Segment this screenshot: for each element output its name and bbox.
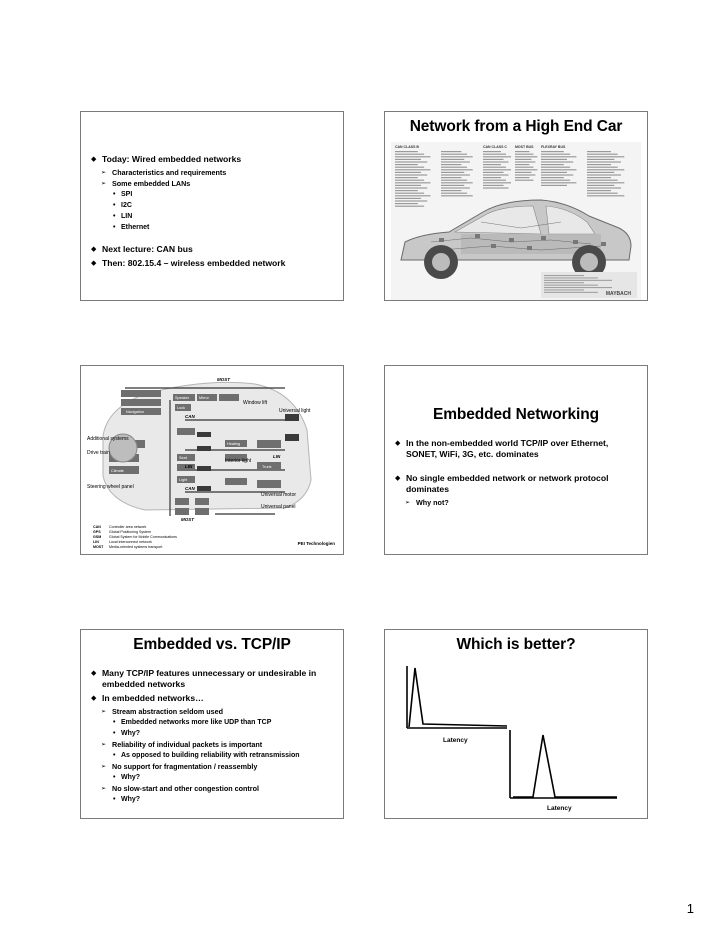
legend-text-line [395,195,430,196]
label-navigation: Navigation [126,410,144,414]
legend-text-line [395,187,427,188]
legend-abbr: GPS [93,530,101,534]
legend-text-line [441,161,470,162]
slide-5-title: Embedded vs. TCP/IP [133,636,291,653]
legend-text-line [441,174,470,175]
slide-5 [80,629,344,819]
legend-text: Global System for Mobile Communications [109,535,177,539]
legend-abbr: MOST [93,545,104,549]
legend-text-line [395,154,424,155]
legend-text-line [483,177,501,178]
legend-text-line [483,154,506,155]
label-seat: Seat [179,456,187,460]
legend-text-line [483,169,511,170]
bullet-item: • Embedded networks more like UDP than TCP [91,718,335,728]
legend-text-line [541,180,570,181]
legend-text-line [395,164,418,165]
legend-text-line [515,177,529,178]
legend-text-line [587,169,624,170]
legend-text-line [441,164,461,165]
legend-text-line [395,169,430,170]
bullet-item: • LIN [91,212,335,222]
bullet-item: ➢ Stream abstraction seldom used [91,707,335,717]
latency-graph-1 [407,666,507,728]
legend-text-line [515,174,535,175]
brand-logo: MAYBACH [605,291,631,297]
legend-text-line [395,180,424,181]
label-can-2: CAN [185,486,195,491]
graph-2-xlabel: Latency [547,805,572,812]
vehicle-bus-diagram [85,370,341,552]
bullet-item: ◆ In the non-embedded world TCP/IP over Ethernet, SONET, WiFi, 3G, etc. dominates [395,438,639,460]
bullet-item: • As opposed to building reliability with retransmission [91,751,335,761]
legend-text-line [441,167,467,168]
info-text-line [544,292,598,293]
slide-4-title: Embedded Networking [432,406,600,423]
label-most-bottom: MOST [181,517,194,522]
bullet-item: ◆ Many TCP/IP features unnecessary or undesirable in embedded networks [91,668,335,690]
bullet-item: ◆ Today: Wired embedded networks [91,154,335,165]
column-head-flexray: FLEXRAY BUS [541,145,566,149]
legend-text-line [587,164,611,165]
legend-text-line [483,185,504,186]
legend-text-line [541,182,576,183]
legend-text-line [541,174,573,175]
info-text-line [544,285,598,286]
legend-text-line [395,159,421,160]
legend-text-line [395,151,418,152]
legend-text-line [395,190,418,191]
legend-text-line [441,159,464,160]
info-text-line [544,282,584,283]
legend-text-line [541,167,570,168]
page-number: 1 [686,901,694,916]
slide-2-title: Network from a High End Car [409,118,623,135]
legend-text-line [541,156,576,157]
slide-4-bullets [395,438,639,509]
bullet-item: ➢ Why not? [395,498,639,508]
latency-curve-2 [513,735,617,797]
bullet-gap [91,234,335,244]
legend-text-line [541,169,576,170]
legend-text-line [515,156,537,157]
legend-text-line [483,161,509,162]
legend-text-line [515,154,533,155]
bullet-item: ➢ No support for fragmentation / reassembly [91,762,335,772]
legend-text-line [395,200,427,201]
car-network-image [391,142,641,300]
info-text-line [544,275,584,276]
legend-text-line [515,167,533,168]
credit-text: PEI Technologien [297,541,335,546]
legend-text-line [441,156,473,157]
slide-6 [384,629,648,819]
label-universal-panel: Universal panel [261,504,296,510]
legend-text-line [587,195,624,196]
label-trunk: Trunk [262,465,272,469]
bullet-item: ◆ Next lecture: CAN bus [91,244,335,255]
legend-text: Controller area network [109,525,147,529]
legend-abbr: LIN [93,540,99,544]
label-drive-train: Drive train [87,450,110,456]
slide-5-bullets [91,668,335,806]
legend-text-line [587,156,624,157]
legend-text-line [395,174,427,175]
label-lock-top: Lock [177,406,186,410]
legend-text-line [587,161,621,162]
label-additional-systems: Additional systems [87,436,129,442]
legend-text-line [441,172,464,173]
legend-text: Media-oriented systems transport [109,545,163,549]
slide-3 [80,365,344,555]
bullet-item: ◆ In embedded networks… [91,693,335,704]
label-interior-light: Interior light [225,458,252,464]
bullet-item: • Why? [91,795,335,805]
label-universal-light: Universal light [279,408,311,414]
legend-text-line [395,167,424,168]
label-can-1: CAN [185,414,195,419]
legend-text-line [483,180,506,181]
label-speaker-top: Speaker [175,396,190,400]
legend-text-line [395,177,418,178]
legend-text-line [395,161,427,162]
legend-text-line [541,151,564,152]
legend-text-line [441,154,467,155]
legend-text-line [587,177,611,178]
legend-text-line [515,172,531,173]
legend-text-line [587,167,618,168]
bullet-item: ➢ No slow-start and other congestion control [91,784,335,794]
legend-text-line [587,174,621,175]
slide-1-bullets [91,154,335,272]
legend-text-line [515,164,529,165]
column-head-can-c: CAN CLASS C [483,145,507,149]
graph-1-xlabel: Latency [443,737,468,744]
legend-text-line [395,193,424,194]
legend-text-line [441,187,470,188]
legend-text-line [441,185,464,186]
legend-text-line [587,154,618,155]
bullet-item: • SPI [91,190,335,200]
legend-abbr: GSM [93,535,102,539]
label-heating: Heating [227,442,241,446]
legend-text-line [541,185,567,186]
legend-text-line [395,172,421,173]
legend-text-line [441,195,473,196]
slide-2 [384,111,648,301]
legend-text: Local interconnect network [109,540,152,544]
info-text-line [544,277,598,278]
legend-text-line [483,159,504,160]
label-universal-motor: Universal motor [261,492,297,498]
label-window-lift: Window lift [243,400,268,406]
info-text-line [544,287,612,288]
label-lin-2: LIN [185,464,193,469]
bullet-gap [395,463,639,473]
latency-graph-2 [510,730,617,798]
legend-text-line [483,187,509,188]
legend-text-line [441,190,461,191]
info-text-line [544,280,612,281]
bullet-item: ◆ Then: 802.15.4 – wireless embedded network [91,258,335,269]
bullet-item: • Why? [91,773,335,783]
label-lin-1: LIN [273,454,281,459]
legend-abbr: CAN [93,525,101,529]
label-climate: Climate [111,469,124,473]
slide-4 [384,365,648,555]
bullet-item: • Ethernet [91,223,335,233]
legend-text-line [541,177,564,178]
legend-text-line [483,164,501,165]
legend-text-line [515,169,537,170]
legend-text-line [395,206,424,207]
legend-text-line [483,172,504,173]
legend-text-line [541,164,564,165]
bullet-item: • Why? [91,729,335,739]
legend-text-line [395,198,421,199]
slide-6-title: Which is better? [456,636,576,653]
legend-text-line [483,182,511,183]
bullet-item: ➢ Reliability of individual packets is important [91,740,335,750]
latency-graphs [385,658,648,818]
legend-text-line [395,185,421,186]
column-head-most: MOST BUS [515,145,534,149]
legend-text-line [587,187,621,188]
legend-text-line [441,182,473,183]
legend-text-line [587,182,624,183]
legend-text-line [483,174,509,175]
legend-text-line [515,151,529,152]
label-mirror: Mirror [199,396,209,400]
legend-text-line [541,161,573,162]
bullet-item: ➢ Some embedded LANs [91,179,335,189]
info-text-line [544,289,584,290]
legend-text-line [541,159,567,160]
latency-curve-1 [409,668,507,727]
bullet-item: ◆ No single embedded network or network protocol dominates [395,473,639,495]
legend-text-line [587,180,618,181]
legend-text-line [441,180,467,181]
legend-text: Global Positioning System [109,530,151,534]
legend-text-line [515,180,533,181]
legend-text-line [587,151,611,152]
legend-text-line [587,185,614,186]
legend-text-line [441,151,461,152]
legend-text-line [587,172,614,173]
legend-text-line [483,151,501,152]
label-steering-wheel-panel: Steering wheel panel [87,484,134,490]
legend-text-line [587,159,614,160]
slide-1 [80,111,344,301]
legend-text-line [587,193,618,194]
legend-text-line [395,156,430,157]
legend-text-line [395,182,430,183]
legend-text-line [515,159,531,160]
label-light: Light [179,478,188,482]
bullet-item: • I2C [91,201,335,211]
legend-text-line [441,177,461,178]
column-head-can-b: CAN CLASS B [395,145,419,149]
label-most-top: MOST [217,377,230,382]
legend-text-line [541,172,567,173]
legend-text-line [483,156,511,157]
legend-text-line [587,190,611,191]
legend-text-line [441,169,473,170]
legend-text-line [395,203,418,204]
legend-text-line [483,167,506,168]
legend-text-line [515,161,535,162]
legend-text-line [441,193,467,194]
legend-text-line [541,154,570,155]
bullet-item: ➢ Characteristics and requirements [91,168,335,178]
